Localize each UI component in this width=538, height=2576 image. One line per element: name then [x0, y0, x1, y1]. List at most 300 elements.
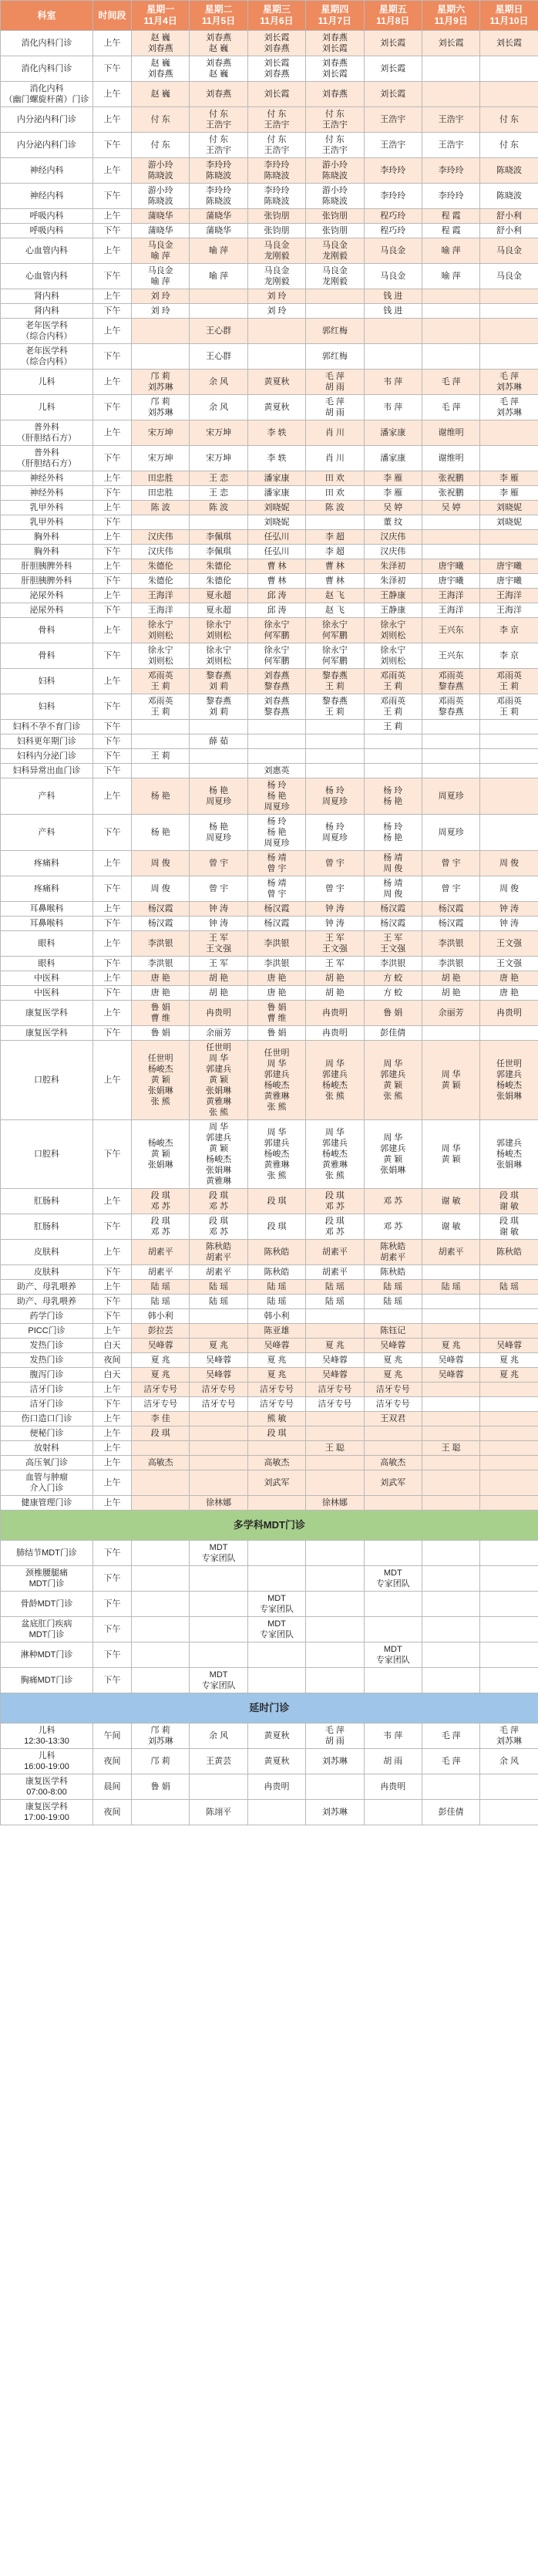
doctor-cell: 徐永宁 刘则松	[190, 643, 247, 669]
doctor-cell	[190, 1617, 247, 1642]
doctor-cell: 吴峰蓉	[364, 1339, 422, 1353]
doctor-cell: 钟 涛	[480, 917, 538, 931]
dept-name: 康复医学科 17:00-19:00	[1, 1800, 93, 1825]
doctor-cell: 夏永超	[190, 603, 247, 618]
dept-name: 盆底肛门疾病 MDT门诊	[1, 1617, 93, 1642]
doctor-cell: 毛 萍 胡 雨	[306, 395, 364, 420]
doctor-cell: 陆 瑶	[480, 1280, 538, 1295]
time-slot: 上午	[93, 931, 132, 957]
doctor-cell	[480, 1397, 538, 1412]
doctor-cell: 胡 雨	[364, 1749, 422, 1774]
doctor-cell: 李玲玲 陈晓波	[190, 184, 247, 209]
doctor-cell: 陈晓波	[480, 184, 538, 209]
doctor-cell: 毛 萍 胡 雨	[306, 1724, 364, 1749]
time-slot: 上午	[93, 319, 132, 344]
doctor-cell: 付 东 王浩宇	[190, 133, 247, 158]
doctor-cell: 谢维明	[422, 420, 479, 446]
doctor-cell: 程 霞	[422, 224, 479, 238]
doctor-cell	[480, 734, 538, 749]
doctor-cell: 洁牙专号	[190, 1397, 247, 1412]
time-slot: 下午	[93, 545, 132, 559]
doctor-cell: 鲁 娟	[132, 1774, 190, 1800]
doctor-cell: 潘家康	[364, 420, 422, 446]
doctor-cell	[480, 1426, 538, 1441]
doctor-cell	[247, 1800, 305, 1825]
doctor-cell	[480, 1441, 538, 1456]
doctor-cell: 吴峰蓉	[247, 1339, 305, 1353]
doctor-cell: 刘 玲	[247, 304, 305, 319]
doctor-cell	[306, 1668, 364, 1693]
doctor-cell: 高敏杰	[364, 1456, 422, 1470]
time-slot: 下午	[93, 224, 132, 238]
doctor-cell	[247, 1642, 305, 1668]
time-slot: 上午	[93, 158, 132, 184]
doctor-cell: 李洪银	[247, 957, 305, 971]
doctor-cell: 李玲玲	[422, 184, 479, 209]
doctor-cell: 毛 萍	[422, 1724, 479, 1749]
header-row	[1, 1, 538, 31]
doctor-cell: 任世明 周 华 郭建兵 黄 颖 张娟琳 黄雅琳 张 熊	[190, 1041, 247, 1120]
dept-name: 内分泌内科门诊	[1, 133, 93, 158]
schedule-row	[1, 917, 538, 931]
schedule-row	[1, 1041, 538, 1120]
doctor-cell: 汉庆伟	[364, 530, 422, 545]
doctor-cell	[190, 1324, 247, 1339]
doctor-cell: 郭红梅	[306, 344, 364, 370]
doctor-cell	[480, 319, 538, 344]
doctor-cell: 付 东 王浩宇	[190, 107, 247, 133]
doctor-cell	[132, 1470, 190, 1496]
doctor-cell: 任弘川	[247, 530, 305, 545]
time-slot: 上午	[93, 971, 132, 986]
doctor-cell	[480, 1412, 538, 1426]
schedule-row	[1, 1120, 538, 1189]
doctor-cell	[480, 1617, 538, 1642]
doctor-cell: 周夏珍	[422, 778, 479, 815]
dept-name: PICC门诊	[1, 1324, 93, 1339]
schedule-row	[1, 1397, 538, 1412]
doctor-cell	[306, 1309, 364, 1324]
doctor-cell: 田 欢	[306, 486, 364, 501]
doctor-cell: 冉贵明	[247, 1774, 305, 1800]
time-slot: 夜间	[93, 1353, 132, 1368]
time-slot: 上午	[93, 1041, 132, 1120]
dept-name: 儿科	[1, 370, 93, 395]
doctor-cell: 洁牙专号	[132, 1397, 190, 1412]
doctor-cell: 杨 玲 杨 艳 周夏珍	[247, 778, 305, 815]
doctor-cell: 赵 巍	[132, 82, 190, 107]
doctor-cell: 杨 艳 周夏珍	[190, 778, 247, 815]
dept-name: 便秘门诊	[1, 1426, 93, 1441]
doctor-cell: 韩小利	[132, 1309, 190, 1324]
doctor-cell: 冉贵明	[190, 1001, 247, 1026]
dept-name: 耳鼻喉科	[1, 902, 93, 917]
doctor-cell: 徐林娜	[190, 1496, 247, 1511]
doctor-cell: MDT 专家团队	[364, 1566, 422, 1592]
dept-name: 心血管内科	[1, 238, 93, 264]
doctor-cell: 唐 艳	[247, 986, 305, 1001]
doctor-cell	[306, 1412, 364, 1426]
doctor-cell	[306, 515, 364, 530]
doctor-cell: 赵 巍 刘春燕	[132, 31, 190, 56]
time-slot: 下午	[93, 720, 132, 734]
doctor-cell: 黎春燕 王 莉	[306, 694, 364, 720]
schedule-row	[1, 1470, 538, 1496]
doctor-cell: 黎春燕 王 莉	[306, 669, 364, 694]
doctor-cell: 钟 涛	[190, 902, 247, 917]
doctor-cell: 徐永宁 何军鹏	[247, 618, 305, 643]
doctor-cell: 夏 兆	[132, 1368, 190, 1383]
dept-name: 泌尿外科	[1, 589, 93, 603]
doctor-cell: 杨 靖 周 俊	[364, 876, 422, 902]
dept-name: 助产、母乳喂养	[1, 1280, 93, 1295]
doctor-cell: 吴 婷	[364, 501, 422, 515]
doctor-cell: 胡素平	[422, 1240, 479, 1265]
schedule-row	[1, 1456, 538, 1470]
doctor-cell	[422, 1324, 479, 1339]
schedule-row	[1, 289, 538, 304]
doctor-cell: 任世明 周 华 郭建兵 杨峻杰 黄雅琳 张 熊	[247, 1041, 305, 1120]
schedule-row	[1, 304, 538, 319]
doctor-cell: 段 琪 邓 苏	[190, 1189, 247, 1214]
time-slot: 下午	[93, 694, 132, 720]
doctor-cell: 喻 萍	[422, 238, 479, 264]
doctor-cell: 李 雁	[480, 471, 538, 486]
doctor-cell: 喻 萍	[190, 238, 247, 264]
doctor-cell: 李玲玲 陈晓波	[247, 184, 305, 209]
schedule-row	[1, 224, 538, 238]
doctor-cell: 付 东	[132, 133, 190, 158]
doctor-cell: 王 军 王文强	[364, 931, 422, 957]
schedule-row	[1, 1592, 538, 1617]
schedule-row	[1, 764, 538, 778]
doctor-cell	[422, 515, 479, 530]
doctor-cell	[422, 1265, 479, 1280]
doctor-cell: 徐永宁 何军鹏	[306, 618, 364, 643]
doctor-cell: 刘惠英	[247, 764, 305, 778]
header-time: 时间段	[93, 1, 132, 31]
doctor-cell: 杨汉霞	[132, 917, 190, 931]
schedule-row	[1, 1383, 538, 1397]
doctor-cell: 刘晓妮	[247, 515, 305, 530]
doctor-cell: 田忠胜	[132, 486, 190, 501]
doctor-cell	[306, 734, 364, 749]
doctor-cell: 余丽芳	[190, 1026, 247, 1041]
doctor-cell: 唐宇曦	[422, 559, 479, 574]
doctor-cell	[422, 304, 479, 319]
time-slot: 上午	[93, 1441, 132, 1456]
time-slot: 下午	[93, 264, 132, 289]
doctor-cell: 邓雨英 王 莉	[480, 694, 538, 720]
doctor-cell: 王 军 王文强	[190, 931, 247, 957]
schedule-row	[1, 902, 538, 917]
doctor-cell	[190, 1642, 247, 1668]
dept-name: 妇科异常出血门诊	[1, 764, 93, 778]
doctor-cell: 刘 玲	[247, 289, 305, 304]
doctor-cell: 李洪银	[364, 957, 422, 971]
doctor-cell: 钱 进	[364, 289, 422, 304]
doctor-cell	[132, 1566, 190, 1592]
schedule-row	[1, 643, 538, 669]
doctor-cell: 刘长霞	[247, 82, 305, 107]
dept-name: 胸痛MDT门诊	[1, 1668, 93, 1693]
doctor-cell: 邝 莉	[132, 1749, 190, 1774]
time-slot: 下午	[93, 574, 132, 589]
doctor-cell: 刘 玲	[132, 289, 190, 304]
schedule-row	[1, 238, 538, 264]
dept-name: 肝胆胰脾外科	[1, 574, 93, 589]
header-day-wed: 星期三 11月6日	[247, 1, 305, 31]
doctor-cell: 陆 瑶	[422, 1280, 479, 1295]
schedule-row	[1, 1617, 538, 1642]
doctor-cell	[480, 56, 538, 82]
dept-name: 助产、母乳喂养	[1, 1295, 93, 1309]
doctor-cell: 方 蛟	[364, 986, 422, 1001]
schedule-row	[1, 1496, 538, 1511]
doctor-cell: 汉庆伟	[132, 530, 190, 545]
doctor-cell	[247, 720, 305, 734]
doctor-cell: 余 风	[190, 370, 247, 395]
doctor-cell: 王心群	[190, 344, 247, 370]
schedule-row	[1, 486, 538, 501]
doctor-cell: 付 东 王浩宇	[306, 133, 364, 158]
doctor-cell: 杨汉霞	[247, 902, 305, 917]
doctor-cell	[190, 1441, 247, 1456]
doctor-cell: 韦 萍	[364, 370, 422, 395]
doctor-cell: 邓雨英 王 莉	[364, 669, 422, 694]
doctor-cell	[364, 1668, 422, 1693]
doctor-cell	[422, 1496, 479, 1511]
doctor-cell: 薛 茹	[190, 734, 247, 749]
doctor-cell: 唐 艳	[247, 971, 305, 986]
doctor-cell	[480, 1566, 538, 1592]
doctor-cell: 彭佳倩	[422, 1800, 479, 1825]
doctor-cell: 曹 林	[247, 559, 305, 574]
doctor-cell	[480, 749, 538, 764]
schedule-row	[1, 603, 538, 618]
schedule-row	[1, 420, 538, 446]
doctor-cell: 毛 萍 胡 雨	[306, 370, 364, 395]
doctor-cell	[364, 1426, 422, 1441]
doctor-cell: 唐 艳	[480, 971, 538, 986]
doctor-cell	[132, 1800, 190, 1825]
doctor-cell	[422, 1774, 479, 1800]
schedule-row	[1, 734, 538, 749]
doctor-cell: 舒小利	[480, 209, 538, 224]
doctor-cell: 邝 莉 刘苏琳	[132, 370, 190, 395]
doctor-cell	[422, 82, 479, 107]
doctor-cell: 徐永宁 何军鹏	[306, 643, 364, 669]
doctor-cell: 付 东 王浩宇	[306, 107, 364, 133]
time-slot: 上午	[93, 1496, 132, 1511]
doctor-cell: 王浩宇	[422, 133, 479, 158]
doctor-cell: 徐永宁 刘则松	[132, 643, 190, 669]
doctor-cell: 李 雁	[364, 471, 422, 486]
schedule-row	[1, 1265, 538, 1280]
doctor-cell	[190, 749, 247, 764]
time-slot: 上午	[93, 902, 132, 917]
doctor-cell: 付 东	[132, 107, 190, 133]
time-slot: 下午	[93, 1120, 132, 1189]
time-slot: 晨间	[93, 1774, 132, 1800]
dept-name: 眼科	[1, 931, 93, 957]
schedule-row	[1, 931, 538, 957]
doctor-cell: 唐 艳	[132, 986, 190, 1001]
time-slot: 上午	[93, 370, 132, 395]
doctor-cell: 李 超	[306, 545, 364, 559]
schedule-row	[1, 471, 538, 486]
doctor-cell: 李 雁	[364, 486, 422, 501]
doctor-cell: 毛 萍 刘苏琳	[480, 1724, 538, 1749]
schedule-row	[1, 1441, 538, 1456]
schedule-row	[1, 1566, 538, 1592]
doctor-cell	[422, 1426, 479, 1441]
doctor-cell: 陈秋皓	[480, 1240, 538, 1265]
doctor-cell: 周 华 黄 颖	[422, 1041, 479, 1120]
doctor-cell: 彭佳倩	[364, 1026, 422, 1041]
doctor-cell: 钟 涛	[190, 917, 247, 931]
doctor-cell: 程巧玲	[364, 209, 422, 224]
doctor-cell: 陈晓波	[480, 158, 538, 184]
doctor-cell	[480, 1800, 538, 1825]
doctor-cell: 王 军	[306, 957, 364, 971]
doctor-cell: 唐宇曦	[480, 574, 538, 589]
doctor-cell: 宋万坤	[190, 420, 247, 446]
doctor-cell: 李玲玲 陈晓波	[190, 158, 247, 184]
doctor-cell: 徐永宁 刘则松	[364, 618, 422, 643]
doctor-cell: 杨 艳	[132, 778, 190, 815]
doctor-cell: 邓雨英 黎春燕	[422, 694, 479, 720]
doctor-cell: 杨 艳 周夏珍	[190, 815, 247, 851]
dept-name: 产科	[1, 815, 93, 851]
schedule-row	[1, 1426, 538, 1441]
doctor-cell: 陈 波	[190, 501, 247, 515]
dept-name: 呼吸内科	[1, 224, 93, 238]
doctor-cell	[480, 720, 538, 734]
doctor-cell: 王 莉	[132, 749, 190, 764]
doctor-cell: 高敏杰	[132, 1456, 190, 1470]
schedule-row	[1, 971, 538, 986]
doctor-cell	[480, 1295, 538, 1309]
doctor-cell	[247, 734, 305, 749]
doctor-cell: 夏 兆	[480, 1368, 538, 1383]
schedule-row	[1, 1541, 538, 1566]
doctor-cell: 马良金 龙刚毅	[306, 264, 364, 289]
doctor-cell: 胡 艳	[306, 986, 364, 1001]
schedule-row	[1, 395, 538, 420]
time-slot: 下午	[93, 1397, 132, 1412]
time-slot: 白天	[93, 1368, 132, 1383]
doctor-cell: 王海洋	[132, 589, 190, 603]
doctor-cell	[132, 764, 190, 778]
doctor-cell	[364, 319, 422, 344]
doctor-cell: 吴 婷	[422, 501, 479, 515]
doctor-cell: 高敏杰	[247, 1456, 305, 1470]
doctor-cell	[422, 1642, 479, 1668]
doctor-cell: 王 军	[190, 957, 247, 971]
doctor-cell: 胡素平	[306, 1265, 364, 1280]
doctor-cell	[422, 289, 479, 304]
doctor-cell: 李 京	[480, 618, 538, 643]
doctor-cell	[190, 304, 247, 319]
doctor-cell: 朱德伦	[132, 574, 190, 589]
schedule-row	[1, 1412, 538, 1426]
doctor-cell: 鲁 娟	[132, 1026, 190, 1041]
doctor-cell: 冉贵明	[306, 1026, 364, 1041]
doctor-cell: 杨 靖 曾 宇	[247, 876, 305, 902]
doctor-cell: 王海洋	[422, 603, 479, 618]
doctor-cell: 刘春燕 黎春燕	[247, 669, 305, 694]
schedule-row	[1, 1189, 538, 1214]
doctor-cell: 杨 玲 杨 艳	[364, 778, 422, 815]
dept-name: 乳甲外科	[1, 501, 93, 515]
mdt-section-title: 多学科MDT门诊	[1, 1511, 538, 1541]
time-slot: 上午	[93, 107, 132, 133]
doctor-cell: 周 华 郭建兵 黄 颖 杨峻杰 张娟琳 黄雅琳	[190, 1120, 247, 1189]
doctor-cell	[364, 1441, 422, 1456]
doctor-cell: 杨汉霞	[247, 917, 305, 931]
doctor-cell: 钟 涛	[306, 902, 364, 917]
doctor-cell: 夏永超	[190, 589, 247, 603]
doctor-cell: 刘春燕	[190, 82, 247, 107]
evening-schedule-body	[1, 1724, 538, 1825]
dept-name: 神经内科	[1, 158, 93, 184]
doctor-cell: 曾 宇	[306, 876, 364, 902]
time-slot: 上午	[93, 1001, 132, 1026]
doctor-cell: 游小玲 陈晓波	[132, 184, 190, 209]
time-slot: 下午	[93, 1592, 132, 1617]
doctor-cell: 刘长霞	[364, 56, 422, 82]
doctor-cell: 洁牙专号	[247, 1397, 305, 1412]
doctor-cell: 王海洋	[480, 603, 538, 618]
doctor-cell	[247, 1541, 305, 1566]
time-slot: 下午	[93, 1309, 132, 1324]
time-slot: 夜间	[93, 1800, 132, 1825]
doctor-cell: 韦 萍	[364, 1724, 422, 1749]
doctor-cell: 程巧玲	[364, 224, 422, 238]
doctor-cell	[190, 515, 247, 530]
doctor-cell	[190, 1774, 247, 1800]
schedule-row	[1, 1295, 538, 1309]
doctor-cell	[480, 778, 538, 815]
doctor-cell: 陈秋皓	[247, 1240, 305, 1265]
doctor-cell	[422, 1412, 479, 1426]
doctor-cell: 洁牙专号	[306, 1397, 364, 1412]
doctor-cell: 周夏珍	[422, 815, 479, 851]
schedule-row	[1, 815, 538, 851]
dept-name: 普外科 （肝胆结石方）	[1, 420, 93, 446]
doctor-cell: 邱 涛	[247, 603, 305, 618]
doctor-cell	[306, 749, 364, 764]
doctor-cell	[480, 1309, 538, 1324]
dept-name: 肾内科	[1, 304, 93, 319]
dept-name: 消化内科门诊	[1, 56, 93, 82]
time-slot: 上午	[93, 501, 132, 515]
dept-name: 儿科	[1, 395, 93, 420]
doctor-cell: 游小玲 陈晓波	[306, 158, 364, 184]
doctor-cell	[364, 749, 422, 764]
dept-name: 儿科 16:00-19:00	[1, 1749, 93, 1774]
doctor-cell	[132, 1541, 190, 1566]
doctor-cell: 周 华 郭建兵 黄 颖 张娟琳	[364, 1120, 422, 1189]
dept-name: 神经外科	[1, 486, 93, 501]
doctor-cell	[190, 1566, 247, 1592]
doctor-cell	[306, 289, 364, 304]
doctor-cell: 段 琪	[247, 1189, 305, 1214]
doctor-cell: 张钧朋	[306, 224, 364, 238]
doctor-cell: 张钧朋	[306, 209, 364, 224]
time-slot: 上午	[93, 669, 132, 694]
